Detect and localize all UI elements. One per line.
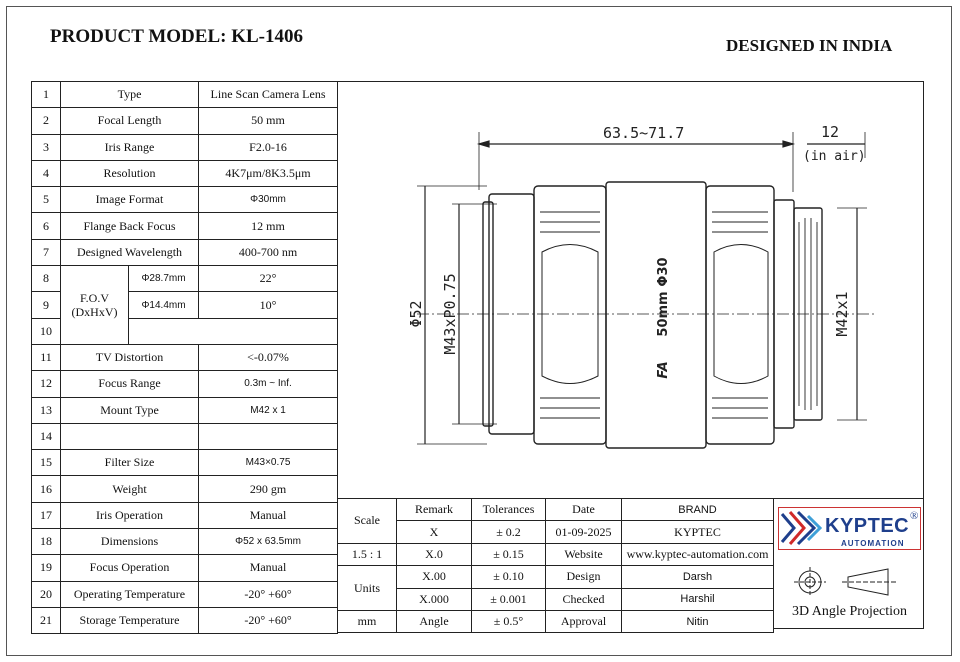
spec-value: [129, 318, 338, 344]
spec-label: Designed Wavelength: [61, 239, 199, 265]
title-block-row: [338, 566, 774, 588]
spec-label: Focus Range: [61, 371, 199, 397]
product-title: PRODUCT MODEL: KL-1406: [50, 26, 303, 47]
row-number: 2: [32, 108, 61, 134]
row-number: 5: [32, 187, 61, 213]
projection-label: 3D Angle Projection: [791, 604, 908, 619]
tolerance-value: ± 0.15: [472, 543, 546, 565]
spec-row: [32, 108, 338, 134]
spec-row: [32, 213, 338, 239]
fov-line-2: (DxHxV): [71, 305, 118, 320]
spec-row: [32, 607, 338, 633]
approval-label: Approval: [546, 610, 622, 632]
date-value: 01-09-2025: [546, 521, 622, 543]
header-date: Date: [546, 499, 622, 521]
spec-label: Focus Operation: [61, 555, 199, 581]
spec-label: Focal Length: [61, 108, 199, 134]
spec-label: Storage Temperature: [61, 607, 199, 633]
fov-sub-label: Φ14.4mm: [129, 292, 199, 318]
spec-label: [61, 423, 199, 449]
scale-label: Scale: [338, 499, 397, 544]
spec-value: M43×0.75: [199, 450, 338, 476]
spec-value: Φ52 x 63.5mm: [199, 529, 338, 555]
spec-value: 50 mm: [199, 108, 338, 134]
design-value: Darsh: [622, 566, 774, 588]
remark-value: X: [397, 521, 472, 543]
row-number: 20: [32, 581, 61, 607]
fov-label: [61, 266, 129, 345]
registered-mark: ®: [910, 510, 919, 522]
dim-diameter-text: Φ52: [407, 300, 425, 328]
checked-value: Harshil: [622, 588, 774, 610]
title-block-row: [338, 521, 774, 543]
lens-mark-focal: 50mm: [656, 291, 671, 337]
units-label: Units: [338, 566, 397, 611]
spec-label: Mount Type: [61, 397, 199, 423]
row-number: 1: [32, 82, 61, 108]
spec-label: Image Format: [61, 187, 199, 213]
row-number: 13: [32, 397, 61, 423]
scale-value: 1.5 : 1: [338, 543, 397, 565]
spec-label: Dimensions: [61, 529, 199, 555]
spec-label: Weight: [61, 476, 199, 502]
row-number: 10: [32, 318, 61, 344]
spec-value: 12 mm: [199, 213, 338, 239]
lens-drawing-area: [337, 81, 924, 498]
website-label: Website: [546, 543, 622, 565]
row-number: 16: [32, 476, 61, 502]
spec-row: [32, 581, 338, 607]
spec-value: M42 x 1: [199, 397, 338, 423]
checked-label: Checked: [546, 588, 622, 610]
fov-line-1: F.O.V: [79, 291, 110, 306]
tolerance-value: ± 0.001: [472, 588, 546, 610]
spec-value: [199, 423, 338, 449]
title-block-table: [337, 498, 774, 633]
header-remark: Remark: [397, 499, 472, 521]
tolerance-value: ± 0.5°: [472, 610, 546, 632]
spec-row: [32, 371, 338, 397]
spec-value: 22°: [199, 266, 338, 292]
approval-value: Nitin: [622, 610, 774, 632]
brand-value: KYPTEC: [622, 521, 774, 543]
row-number: 9: [32, 292, 61, 318]
logo-wordmark: KYPTEC: [825, 515, 910, 537]
dim-flange-note: (in air): [803, 149, 866, 164]
header-tolerances: Tolerances: [472, 499, 546, 521]
logo-emblem-icon: [780, 508, 824, 548]
remark-value: X.0: [397, 543, 472, 565]
spec-row: [32, 187, 338, 213]
spec-label: Flange Back Focus: [61, 213, 199, 239]
spec-value: Manual: [199, 502, 338, 528]
spec-label: Operating Temperature: [61, 581, 199, 607]
title-block-row: [338, 499, 774, 521]
row-number: 18: [32, 529, 61, 555]
lens-mark-image: Φ30: [656, 257, 671, 287]
lens-mark-fa: FA: [656, 361, 671, 379]
row-number: 7: [32, 239, 61, 265]
spec-row: [32, 266, 338, 292]
spec-label: Resolution: [61, 160, 199, 186]
spec-row: [32, 134, 338, 160]
third-angle-projection-icon: [788, 565, 912, 599]
lens-drawing: [337, 82, 923, 498]
spec-value: <-0.07%: [199, 344, 338, 370]
row-number: 6: [32, 213, 61, 239]
dim-mount-text: M42x1: [833, 291, 851, 337]
spec-row: [32, 423, 338, 449]
website-link[interactable]: www.kyptec-automation.com: [622, 543, 774, 565]
row-number: 11: [32, 344, 61, 370]
row-number: 3: [32, 134, 61, 160]
spec-value: 400-700 nm: [199, 239, 338, 265]
row-number: 8: [32, 266, 61, 292]
row-number: 17: [32, 502, 61, 528]
header-brand: BRAND: [622, 499, 774, 521]
spec-row: [32, 397, 338, 423]
logo-subtitle: AUTOMATION: [841, 539, 905, 548]
tolerance-value: ± 0.2: [472, 521, 546, 543]
spec-row: [32, 344, 338, 370]
spec-label: Filter Size: [61, 450, 199, 476]
spec-value: 290 gm: [199, 476, 338, 502]
units-value: mm: [338, 610, 397, 632]
focus-ring-ribs: [540, 212, 768, 418]
design-label: Design: [546, 566, 622, 588]
spec-label: Iris Range: [61, 134, 199, 160]
spec-value: 0.3m ~ Inf.: [199, 371, 338, 397]
row-number: 12: [32, 371, 61, 397]
spec-row: [32, 476, 338, 502]
lens-body: [483, 182, 822, 448]
title-block-row: [338, 588, 774, 610]
spec-value: 10°: [199, 292, 338, 318]
spec-value: -20° +60°: [199, 581, 338, 607]
tolerance-value: ± 0.10: [472, 566, 546, 588]
row-number: 14: [32, 423, 61, 449]
spec-row: [32, 502, 338, 528]
spec-label: Type: [61, 82, 199, 108]
spec-row: [32, 450, 338, 476]
brand-box: [773, 498, 924, 629]
spec-value: F2.0-16: [199, 134, 338, 160]
dim-filter-text: M43xP0.75: [441, 273, 459, 355]
row-number: 19: [32, 555, 61, 581]
remark-value: X.000: [397, 588, 472, 610]
spec-row: [32, 555, 338, 581]
title-block-row: [338, 543, 774, 565]
designed-in-label: DESIGNED IN INDIA: [726, 36, 893, 55]
spec-label: TV Distortion: [61, 344, 199, 370]
title-block-row: [338, 610, 774, 632]
spec-label: Iris Operation: [61, 502, 199, 528]
spec-row: [32, 160, 338, 186]
spec-row: [32, 529, 338, 555]
row-number: 21: [32, 607, 61, 633]
spec-value: Φ30mm: [199, 187, 338, 213]
remark-value: Angle: [397, 610, 472, 632]
fov-sub-label: Φ28.7mm: [129, 266, 199, 292]
spec-value: Manual: [199, 555, 338, 581]
spec-row: [32, 239, 338, 265]
row-number: 4: [32, 160, 61, 186]
spec-value: Line Scan Camera Lens: [199, 82, 338, 108]
kyptec-logo: [778, 507, 921, 550]
dim-length-text: 63.5~71.7: [603, 124, 685, 142]
row-number: 15: [32, 450, 61, 476]
dim-flange-text: 12: [821, 123, 840, 141]
spec-table: [31, 81, 338, 634]
remark-value: X.00: [397, 566, 472, 588]
spec-value: 4K7μm/8K3.5μm: [199, 160, 338, 186]
spec-value: -20° +60°: [199, 607, 338, 633]
spec-row: [32, 82, 338, 108]
